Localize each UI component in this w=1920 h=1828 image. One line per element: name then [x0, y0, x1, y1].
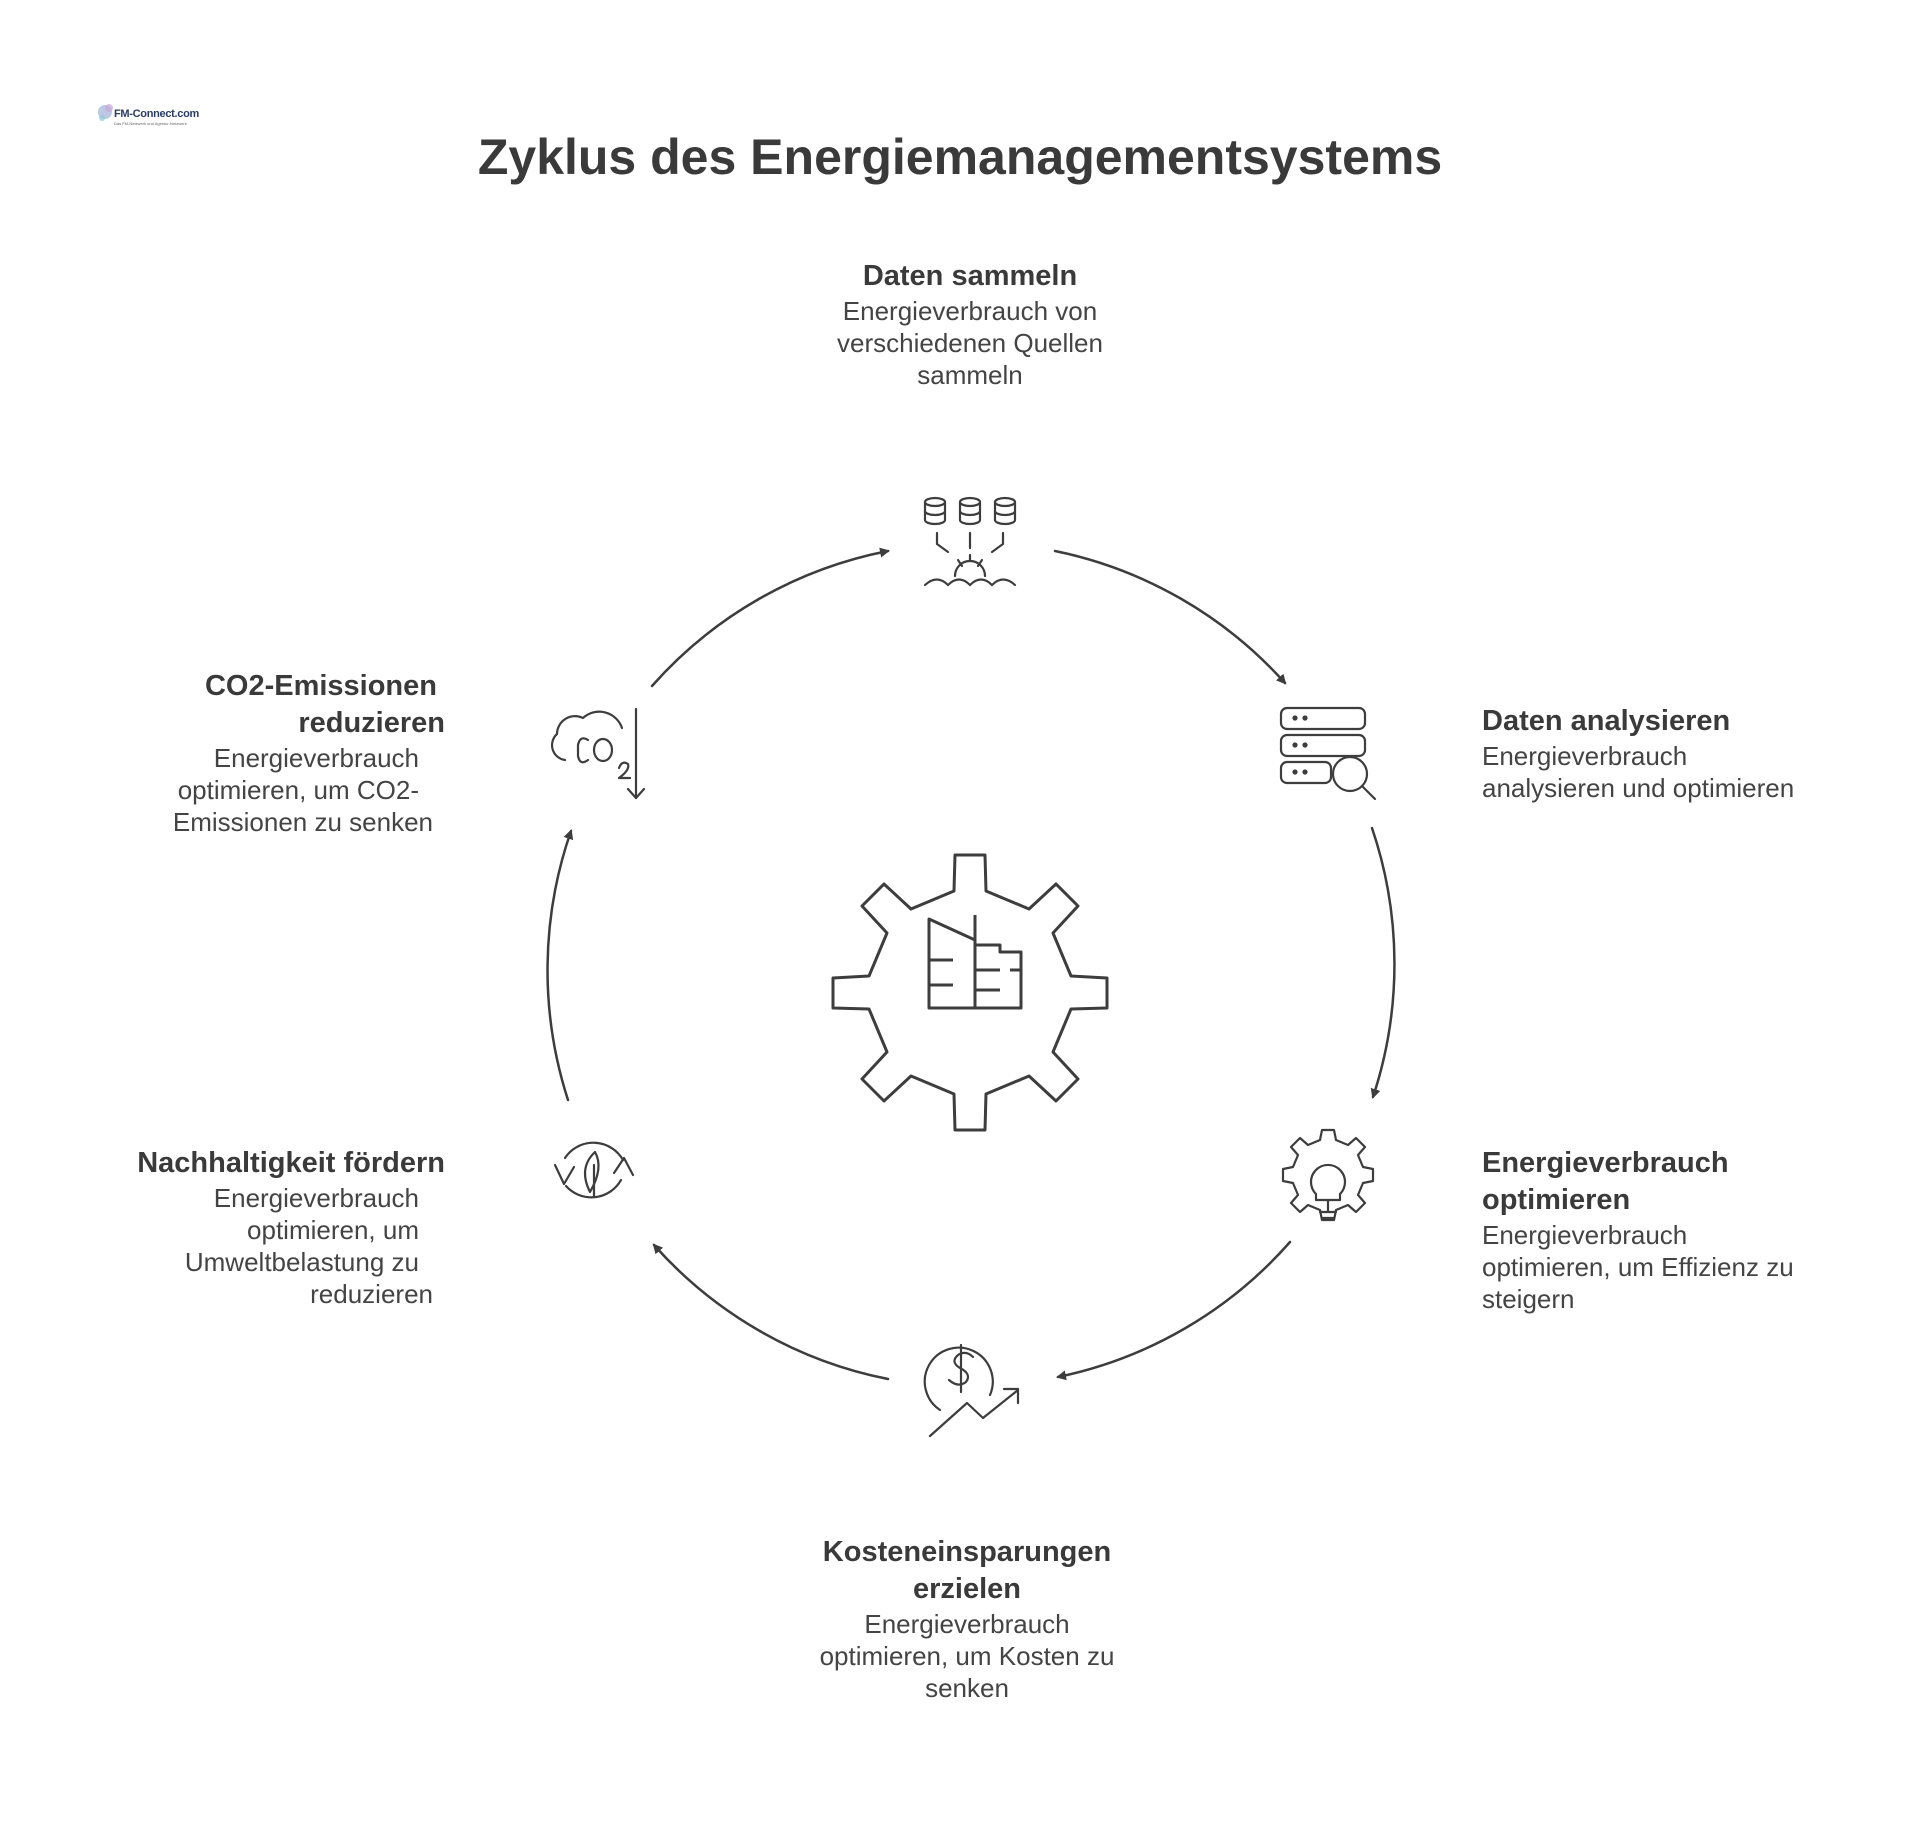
step-co2-desc-3: Emissionen zu senken [172, 807, 433, 837]
arrow-costs-to-sustainability [654, 1245, 888, 1379]
step-optimize-desc-3: steigern [1482, 1284, 1575, 1314]
arrow-optimize-to-costs [1058, 1242, 1290, 1377]
step-sustainability-desc-4: reduzieren [310, 1279, 433, 1309]
databases-gear-icon [925, 498, 1015, 585]
step-co2-desc-2: optimieren, um CO2- [177, 775, 419, 805]
gear-building-icon [833, 855, 1107, 1130]
step-optimize-desc-2: optimieren, um Effizienz zu [1482, 1252, 1794, 1282]
step-costs-desc-1: Energieverbrauch [864, 1609, 1070, 1639]
step-co2-title-1: CO2-Emissionen [204, 670, 437, 702]
step-co2-desc-1: Energieverbrauch [213, 743, 419, 773]
logo-subtext: Das FM-Netzwerk und Agentur-Netzwerk [114, 121, 187, 126]
step-optimize-desc-1: Energieverbrauch [1482, 1220, 1688, 1250]
step-collect-title: Daten sammeln [862, 260, 1078, 292]
step-costs-title-2: erzielen [913, 1573, 1021, 1605]
step-analyze [1482, 703, 1882, 804]
step-optimize-title-2: optimieren [1482, 1184, 1631, 1216]
step-analyze-desc-1: Energieverbrauch [1482, 741, 1688, 771]
server-search-icon [1281, 708, 1375, 799]
step-costs-desc-2: optimieren, um Kosten zu [819, 1641, 1115, 1671]
arrow-collect-to-analyze [1055, 551, 1285, 683]
step-analyze-desc-2: analysieren und optimieren [1482, 773, 1795, 803]
arrow-analyze-to-optimize [1372, 828, 1394, 1097]
arrow-co2-to-collect [652, 551, 888, 686]
step-collect-desc-2: verschiedenen Quellen [837, 328, 1103, 358]
step-sustainability-desc-3: Umweltbelastung zu [184, 1247, 419, 1277]
step-costs-title-1: Kosteneinsparungen [822, 1536, 1112, 1568]
step-collect-desc-1: Energieverbrauch von [842, 296, 1098, 326]
step-sustainability [40, 1145, 445, 1310]
cloud-co2-down-icon [552, 709, 644, 798]
arrow-sustainability-to-co2 [548, 831, 571, 1100]
step-analyze-title: Daten analysieren [1482, 705, 1731, 737]
page-title: Zyklus des Energiemanagementsystems [477, 129, 1443, 185]
step-collect-desc-3: sammeln [917, 360, 1023, 390]
gear-lightbulb-icon [1283, 1130, 1373, 1220]
step-optimize [1482, 1145, 1882, 1315]
step-sustainability-desc-1: Energieverbrauch [213, 1183, 419, 1213]
step-costs-desc-3: senken [925, 1673, 1009, 1703]
step-sustainability-title: Nachhaltigkeit fördern [137, 1147, 445, 1179]
step-co2 [40, 668, 445, 838]
step-costs [767, 1534, 1167, 1704]
step-co2-title-2: reduzieren [298, 707, 445, 739]
step-collect [770, 258, 1170, 391]
dollar-growth-icon [925, 1345, 1018, 1436]
step-optimize-title-1: Energieverbrauch [1482, 1147, 1729, 1179]
step-sustainability-desc-2: optimieren, um [247, 1215, 419, 1245]
leaf-cycle-icon [555, 1143, 633, 1198]
logo-text: FM-Connect.com [114, 108, 200, 120]
